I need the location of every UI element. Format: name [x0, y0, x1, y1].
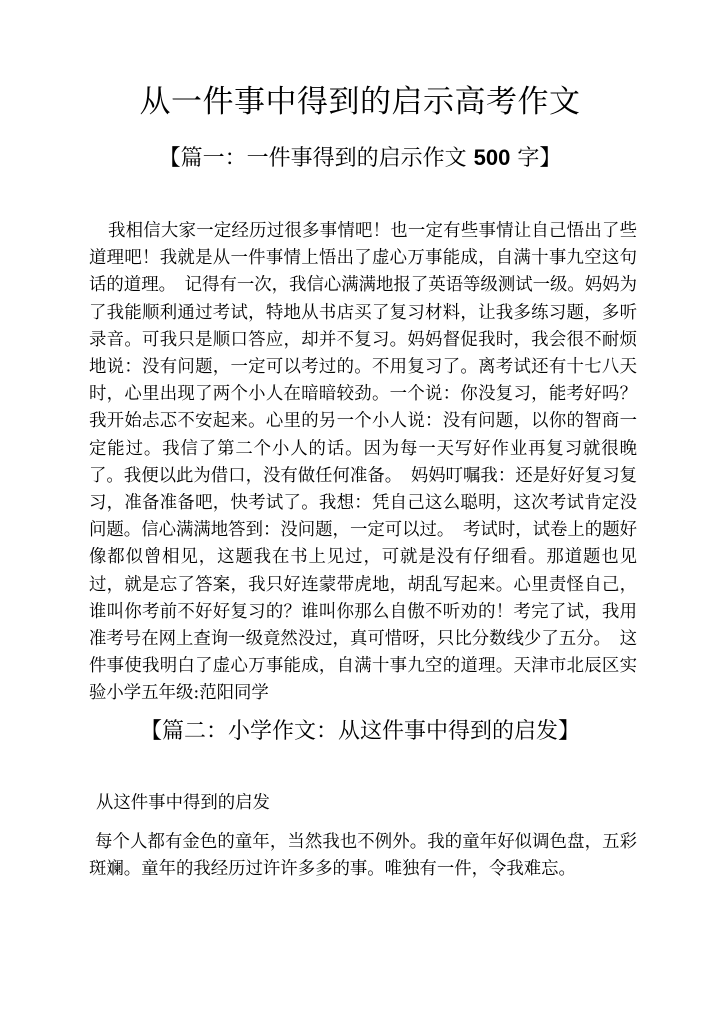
section-one-paragraph: 我相信大家一定经历过很多事情吧！也一定有些事情让自己悟出了些道理吧！我就是从一件事情上悟出了虚心万事能成，自满十事九空这句话的道理。 记得有一次，我信心满满地报了英语等级测试一级。妈妈为了我能顺利通过考试，特地从书店买了复习材料，让我多练习题，多听录音。可我只是顺口答应，却并不复习。妈妈督促我时，我会很不耐烦地说：没有问题，一定可以考过的。不用复习了。离考试还有十七八天时，心里出现了两个小人在暗暗较劲。一个说：你没复习，能考好吗？我开始忐忑不安起来。心里的另一个小人说：没有问题，以你的智商一定能过。我信了第二个小人的话。因为每一天写好作业再复习就很晚了。我便以此为借口，没有做任何准备。 妈妈叮嘱我：还是好好复习复习，准备准备吧，快考试了。我想：凭自己这么聪明，这次考试肯定没问题。信心满满地答到：没问题，一定可以过。 考试时，试卷上的题好像都似曾相见，这题我在书上见过，可就是没有仔细看。那道题也见过，就是忘了答案，我只好连蒙带虎地，胡乱写起来。心里责怪自己，谁叫你考前不好好复习的？谁叫你那么自傲不听劝的！考完了试，我用准考号在网上查询一级竟然没过，真可惜呀，只比分数线少了五分。 这件事使我明白了虚心万事能成，自满十事九空的道理。天津市北辰区实验小学五年级:范阳同学 [89, 221, 637, 704]
section-two-subtitle: 从这件事中得到的启发 [96, 793, 270, 813]
document-title: 从一件事中得到的启示高考作文 [139, 84, 581, 120]
section-one-heading-number: 500 [473, 145, 511, 170]
section-two-paragraph: 每个人都有金色的童年，当然我也不例外。我的童年好似调色盘，五彩斑斓。童年的我经历过许许多多的事。唯独有一件，令我难忘。 [89, 832, 637, 880]
section-one-heading-suffix: 字】 [510, 146, 562, 171]
section-one-heading-prefix: 【篇一：一件事得到的启示作文 [158, 146, 474, 171]
section-two-heading: 【篇二：小学作文：从这件事中得到的启发】 [139, 719, 580, 744]
section-one-heading [0, 143, 720, 174]
